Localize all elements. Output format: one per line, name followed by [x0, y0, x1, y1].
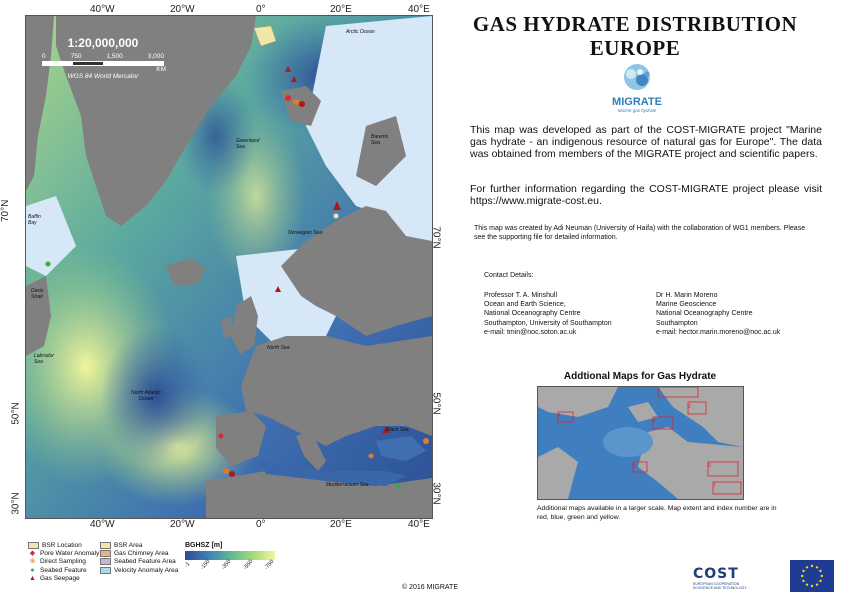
- dot-icon: ●: [30, 566, 35, 574]
- eu-flag-icon: [790, 560, 834, 592]
- gas-hydrate-map[interactable]: [25, 15, 433, 519]
- credit-text: This map was created by Adi Neuman (University of Haifa) with the collaboration of WG1 members. Please see the supporting file for detailed information.: [474, 225, 806, 241]
- migrate-globe-icon: [607, 62, 667, 92]
- intro-text: This map was developed as part of the COST-MIGRATE project "Marine gas hydrate - an indigenous resource of natural gas for Europe". The data was obtained from members of the MIGRATE project and scientific papers.: [470, 124, 822, 160]
- swatch-icon: [100, 567, 111, 574]
- legend-direct-sampling: ⊕ Direct Sampling: [29, 558, 86, 566]
- sea-label-greenland: Greenland Sea: [236, 138, 260, 150]
- inset-index-4: 4: [558, 413, 561, 419]
- legend-gas-chimney: Gas Chimney Area: [100, 549, 180, 557]
- cost-logo[interactable]: COST EUROPEAN COOPERATION IN SCIENCE AND TECHNOLOGY: [693, 566, 773, 590]
- grid-label-left-50n: 50°N: [10, 402, 22, 425]
- sea-label-baffin: Baffin Bay: [28, 214, 41, 226]
- migrate-logo-tagline: Marine gas hydrate: [617, 108, 657, 113]
- legend-points: [28, 541, 108, 582]
- sea-label-arctic: Arctic Ocean: [346, 29, 375, 35]
- title-line1: GAS HYDRATE DISTRIBUTION: [472, 12, 798, 36]
- copyright: © 2016 MIGRATE: [402, 584, 458, 591]
- sea-label-black: Black Sea: [386, 427, 409, 433]
- sea-label-davis: Davis Strait: [31, 288, 44, 300]
- grid-label-top-40w: 40°W: [90, 4, 115, 15]
- swatch-icon: [100, 558, 111, 565]
- scale-projection: WGS 84 World Mercator: [67, 73, 139, 80]
- swatch-icon: [100, 542, 111, 549]
- inset-index-6: 6: [708, 463, 711, 469]
- additional-maps-heading: Addtional Maps for Gas Hydrate: [563, 371, 717, 382]
- swatch-icon: [100, 550, 111, 557]
- legend-gas-seepage: ▲ Gas Seepage: [29, 574, 80, 582]
- grid-label-right-30n: 30°N: [430, 482, 442, 505]
- eu-stars-icon: [790, 560, 834, 592]
- contact-right: Dr H. Marin Moreno Marine Geoscience National Oceanography Centre Southampton e-mail: hector.marin.moreno@noc.ac.uk: [656, 291, 826, 337]
- circle-plus-icon: ⊕: [29, 558, 36, 566]
- contact-left: Professor T. A. Minshull Ocean and Earth Science, National Oceanography Centre Southampton, University of Southampton e-mail: tmin@noc.soton.ac.uk: [484, 291, 654, 337]
- migrate-logo[interactable]: [607, 62, 667, 113]
- inset-index-2: 2: [688, 404, 691, 410]
- inset-index-1: 1: [658, 388, 661, 394]
- sea-label-labrador: Labrador Sea: [34, 353, 55, 365]
- grid-label-bottom-40w: 40°W: [90, 519, 115, 530]
- grid-label-bottom-20e: 20°E: [330, 519, 352, 530]
- grid-label-bottom-40e: 40°E: [408, 519, 430, 530]
- scale-tick-3: 3,000: [147, 53, 164, 60]
- square-icon: [28, 542, 39, 549]
- legend-pore-water: ◆ Pore Water Anomaly: [29, 549, 100, 557]
- further-info-text: For further information regarding the COST-MIGRATE project please visit https://www.migrate-cost.eu.: [470, 183, 822, 207]
- bghsz-gradient: [185, 551, 275, 560]
- inset-index-7: 7: [713, 483, 716, 489]
- sea-label-norwegian: Norwegian Sea: [288, 230, 323, 236]
- additional-maps-caption: Additional maps available in a larger scale. Map extent and index number are in red, blue, green and yellow.: [537, 505, 777, 521]
- grid-label-left-70n: 70°N: [0, 199, 11, 222]
- diamond-icon: ◆: [29, 549, 36, 557]
- legend-velocity-anomaly: Velocity Anomaly Area: [100, 566, 180, 574]
- grid-label-right-70n: 70°N: [430, 226, 442, 249]
- additional-maps-inset[interactable]: [537, 386, 744, 500]
- scale-ratio: 1:20,000,000: [67, 36, 139, 50]
- legend-seabed-area: Seabed Feature Area: [100, 558, 180, 566]
- contact-right-email[interactable]: e-mail: hector.marin.moreno@noc.ac.uk: [656, 328, 781, 336]
- scale-tick-1: 750: [70, 53, 82, 60]
- grid-label-top-20w: 20°W: [170, 4, 195, 15]
- inset-index-5: 5: [633, 463, 636, 469]
- legend-bsr-location: BSR Location: [28, 541, 108, 549]
- grid-label-right-50n: 50°N: [430, 392, 442, 415]
- grid-label-top-20e: 20°E: [330, 4, 352, 15]
- triangle-icon: ▲: [29, 574, 36, 582]
- cost-logo-name: COST: [693, 566, 739, 582]
- grid-label-top-40e: 40°E: [408, 4, 430, 15]
- grid-label-top-0: 0°: [256, 4, 266, 15]
- grid-label-left-30n: 30°N: [10, 492, 22, 515]
- scale-tick-0: 0: [42, 53, 46, 60]
- scale-unit: KM: [156, 66, 166, 73]
- grid-label-bottom-0: 0°: [256, 519, 266, 530]
- contact-left-email[interactable]: e-mail: tmin@noc.soton.ac.uk: [484, 328, 577, 336]
- title-line2: EUROPE: [589, 36, 681, 60]
- bghsz-colorbar: BGHSZ [m] -1 -150 -350 -550 -750: [183, 542, 276, 572]
- scale-tick-2: 1,500: [106, 53, 123, 60]
- legend-seabed-feature: ● Seabed Feature: [28, 566, 108, 574]
- legend-bsr-area: BSR Area: [100, 541, 180, 549]
- legend-areas: [100, 541, 180, 574]
- sea-label-atlantic: North Atlantic Ocean: [131, 390, 161, 402]
- migrate-logo-name: MIGRATE: [612, 96, 662, 108]
- sea-label-barents: Barents Sea: [371, 134, 389, 146]
- bghsz-label: BGHSZ [m]: [185, 542, 223, 549]
- sea-label-north: North Sea: [267, 345, 290, 351]
- grid-label-bottom-20w: 20°W: [170, 519, 195, 530]
- contact-heading: Contact Details:: [484, 272, 534, 279]
- scale-bar: [34, 36, 172, 98]
- inset-index-3: 3: [653, 418, 656, 424]
- sea-label-med: Mediterranean Sea: [326, 482, 369, 488]
